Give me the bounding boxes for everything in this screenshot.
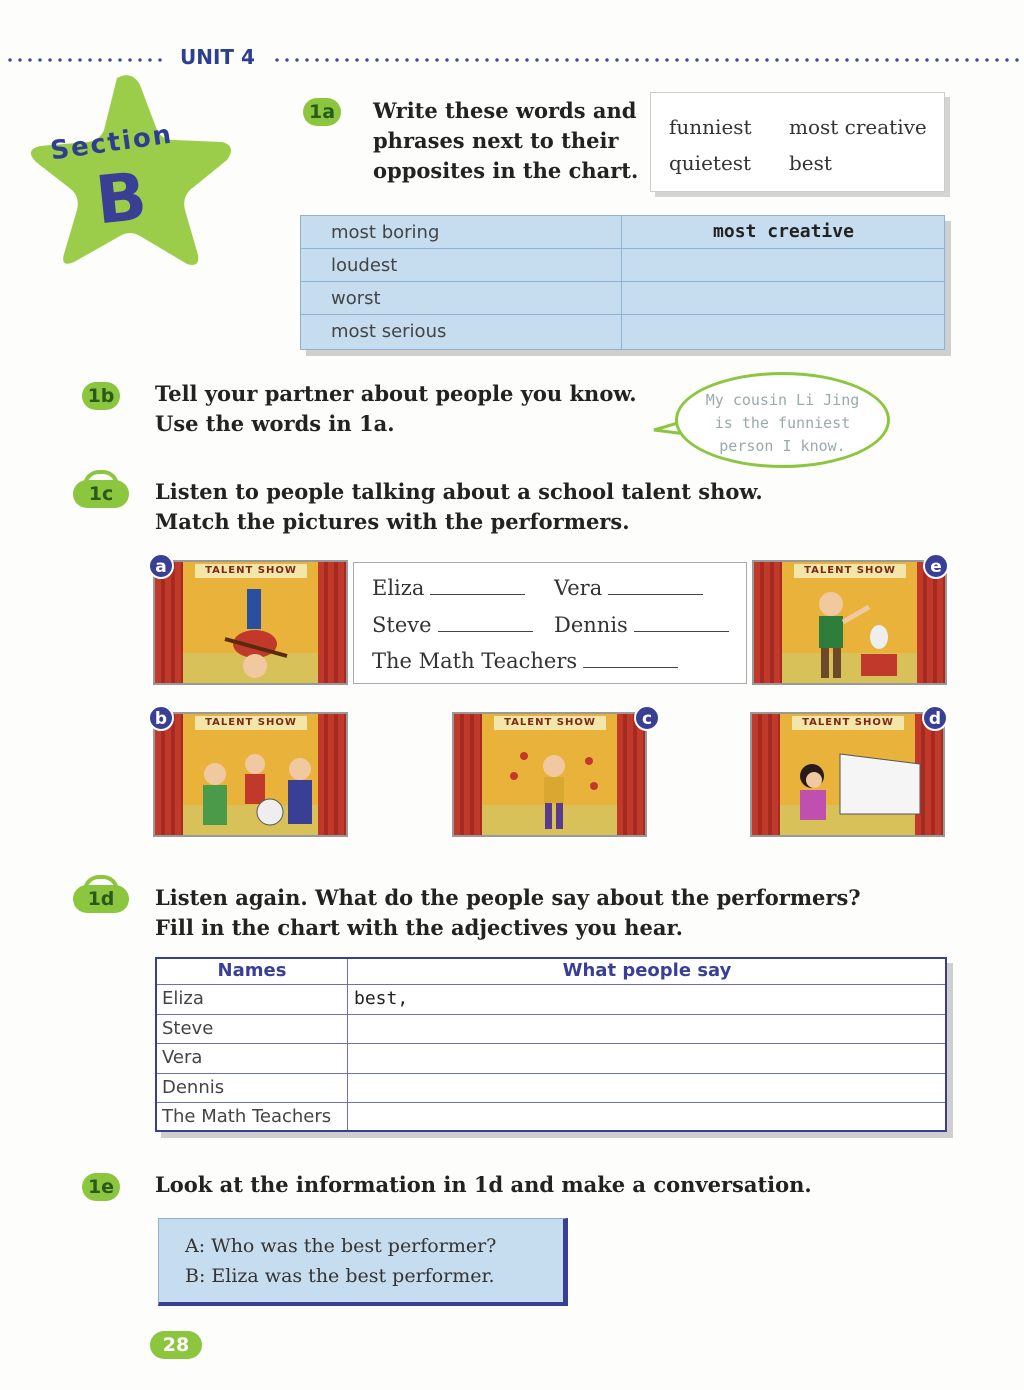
performer-item <box>554 576 703 600</box>
header-names: Names <box>217 960 287 981</box>
word-option: funniest <box>669 115 752 139</box>
badge-1d: 1d <box>73 885 129 913</box>
performer-name: Dennis <box>554 613 628 637</box>
table-row <box>157 1074 945 1104</box>
instruction-line: Listen again. What do the people say about the performers? <box>155 885 861 910</box>
instruction-line: phrases next to their <box>373 128 619 153</box>
instruction-line: opposites in the chart. <box>373 158 639 183</box>
section-letter: B <box>92 157 151 240</box>
header-dots-left <box>5 57 165 63</box>
talent-show-banner: TALENT SHOW <box>792 716 904 730</box>
badge-1a: 1a <box>303 98 341 126</box>
upside-down-violinist-icon <box>215 584 295 684</box>
table-row <box>157 1044 945 1074</box>
instruction-1d <box>155 883 861 943</box>
picture-letter-c: c <box>634 705 660 731</box>
row-name: Dennis <box>162 1076 225 1098</box>
opposites-chart <box>300 215 945 350</box>
instruction-line: Use the words in 1a. <box>155 411 395 436</box>
conversation-line-a: A: Who was the best performer? <box>185 1235 497 1257</box>
word-option: quietest <box>669 151 752 175</box>
conversation-box <box>158 1218 568 1306</box>
chart-cell-left: loudest <box>331 255 398 276</box>
unit-title: UNIT 4 <box>180 45 255 69</box>
curtain-right <box>318 562 346 683</box>
picture-letter-d: d <box>922 705 948 731</box>
answer-blank[interactable] <box>583 650 678 668</box>
performer-name: Steve <box>372 613 432 637</box>
picture-letter-b: b <box>148 705 174 731</box>
curtain-right <box>617 714 645 835</box>
performer-item <box>372 613 533 637</box>
chart-row <box>301 216 944 249</box>
talent-show-banner: TALENT SHOW <box>794 564 906 578</box>
performer-item <box>372 649 678 673</box>
picture-b <box>153 712 348 837</box>
performer-name: The Math Teachers <box>372 649 578 673</box>
instruction-line: Match the pictures with the performers. <box>155 509 630 534</box>
performer-item <box>372 576 525 600</box>
curtain-left <box>752 714 780 835</box>
word-option: best <box>789 151 832 175</box>
curtain-right <box>917 562 945 683</box>
word-option: most creative <box>789 115 927 139</box>
badge-1b: 1b <box>82 382 120 410</box>
instruction-1b <box>155 379 637 439</box>
row-name: Eliza <box>162 988 204 1009</box>
instruction-1c <box>155 477 763 537</box>
chart-cell-left: worst <box>331 288 381 309</box>
row-say[interactable]: best, <box>354 988 409 1009</box>
table-row <box>157 1015 945 1045</box>
bubble-line: person I know. <box>719 437 846 455</box>
answer-blank[interactable] <box>438 614 533 632</box>
performer-item <box>554 613 729 637</box>
chart-header-row <box>157 959 945 985</box>
chart-cell-right[interactable]: most creative <box>713 221 854 242</box>
performer-name: Eliza <box>372 576 425 600</box>
word-box-1a <box>650 92 945 192</box>
answer-blank[interactable] <box>634 614 729 632</box>
talent-show-banner: TALENT SHOW <box>195 564 307 578</box>
picture-e <box>752 560 947 685</box>
answer-blank[interactable] <box>608 577 703 595</box>
chart-row <box>301 282 944 315</box>
picture-c <box>452 712 647 837</box>
picture-a <box>153 560 348 685</box>
badge-1e: 1e <box>82 1173 120 1201</box>
performer-name: Vera <box>554 576 603 600</box>
instruction-line: Write these words and <box>373 98 637 123</box>
picture-letter-e: e <box>923 553 949 579</box>
header-what-people-say: What people say <box>562 960 732 981</box>
bubble-line: is the funniest <box>714 414 851 432</box>
pianist-icon <box>780 734 925 837</box>
chart-cell-left: most serious <box>331 321 447 342</box>
chart-cell-left: most boring <box>331 222 440 243</box>
table-row <box>157 985 945 1015</box>
chart-row <box>301 315 944 348</box>
band-of-teachers-icon <box>175 734 335 837</box>
table-row <box>157 1103 945 1133</box>
answer-blank[interactable] <box>430 577 525 595</box>
curtain-left <box>754 562 782 683</box>
instruction-line: Listen to people talking about a school talent show. <box>155 479 763 504</box>
header-dots-right <box>272 57 1020 63</box>
page-number: 28 <box>150 1331 202 1359</box>
curtain-left <box>155 562 183 683</box>
talent-show-banner: TALENT SHOW <box>494 716 606 730</box>
conversation-line-b: B: Eliza was the best performer. <box>185 1265 495 1287</box>
speech-bubble <box>675 372 890 468</box>
row-name: Vera <box>162 1047 203 1068</box>
speech-bubble-text <box>678 389 887 458</box>
row-name: The Math Teachers <box>162 1106 332 1127</box>
instruction-1e: Look at the information in 1d and make a conversation. <box>155 1172 812 1197</box>
picture-d <box>750 712 945 837</box>
instruction-line: Tell your partner about people you know. <box>155 381 637 406</box>
performers-chart <box>155 957 947 1132</box>
talent-show-banner: TALENT SHOW <box>195 716 307 730</box>
magician-with-dog-icon <box>799 582 909 685</box>
badge-1c: 1c <box>73 480 129 508</box>
curtain-left <box>454 714 482 835</box>
bubble-line: My cousin Li Jing <box>705 391 860 409</box>
instruction-1a <box>373 96 638 186</box>
performer-match-box <box>353 562 747 684</box>
juggler-icon <box>494 736 614 836</box>
row-name: Steve <box>162 1017 214 1039</box>
section-label: Section <box>48 119 175 167</box>
picture-letter-a: a <box>148 553 174 579</box>
chart-row <box>301 249 944 282</box>
instruction-line: Fill in the chart with the adjectives you hear. <box>155 915 683 940</box>
